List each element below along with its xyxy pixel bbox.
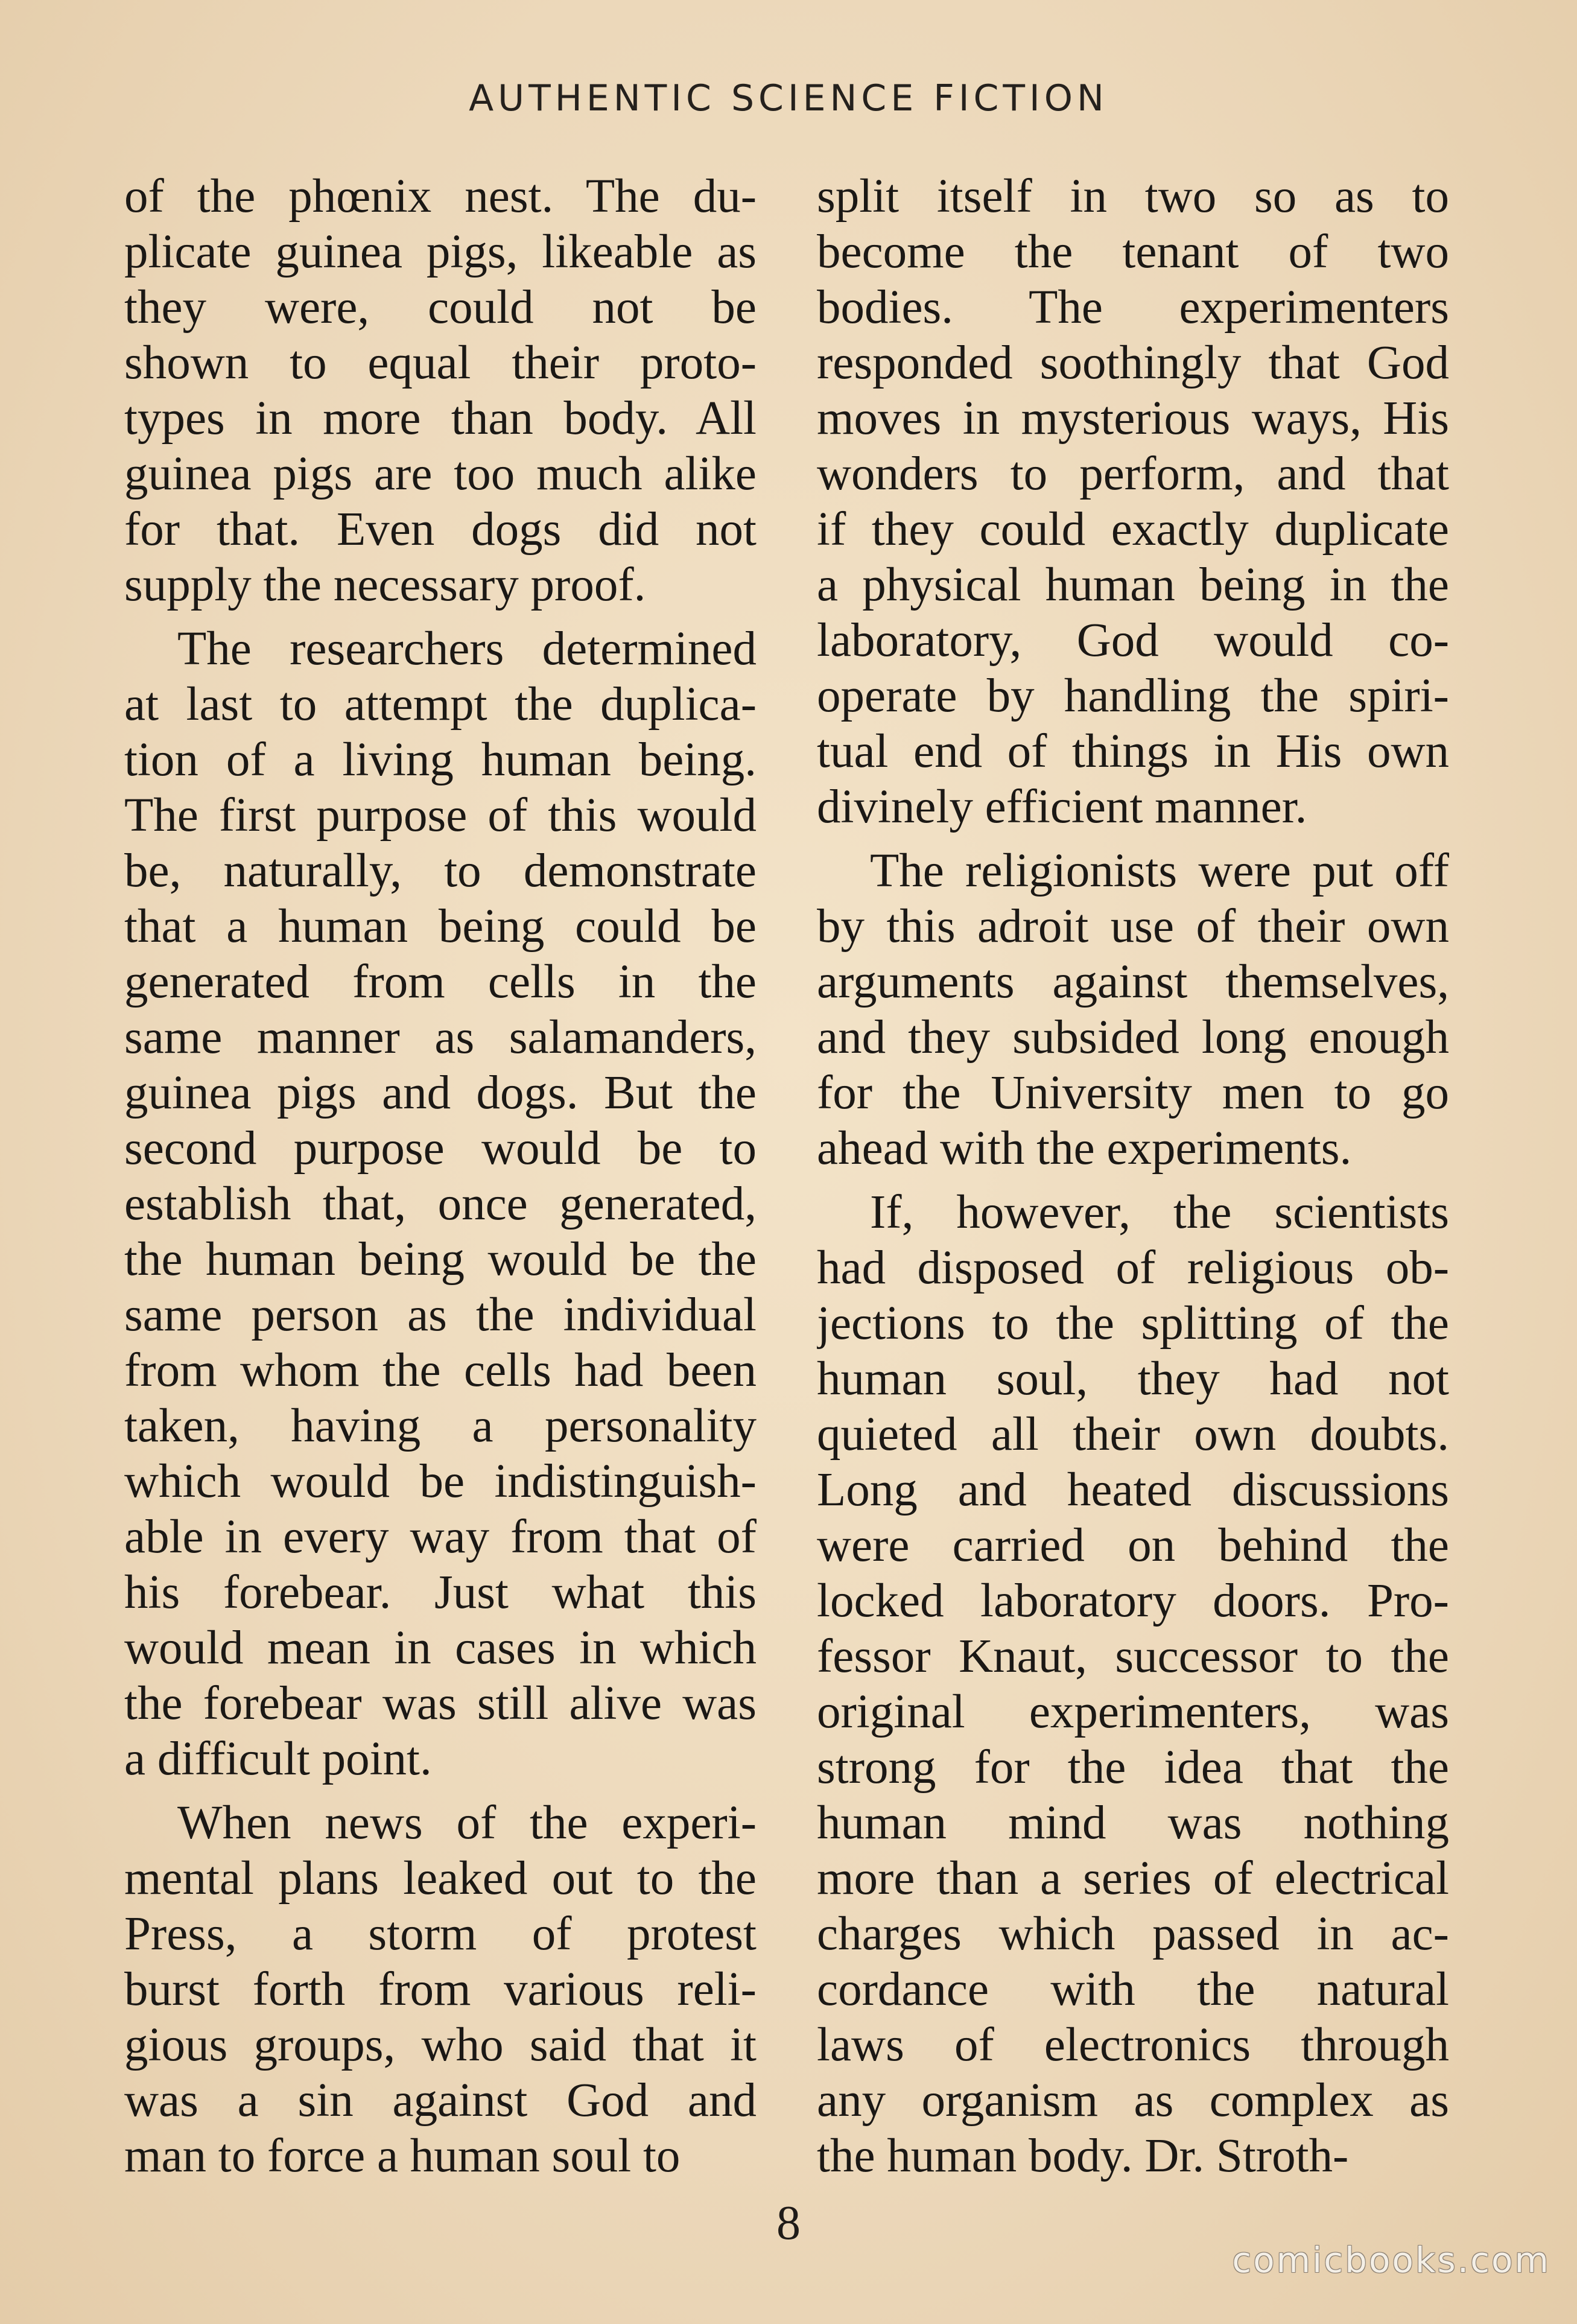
text-line: become the tenant of two (817, 226, 1449, 278)
text-line: split itself in two so as to (817, 170, 1449, 223)
paragraph (817, 1185, 1449, 2184)
text-line: more than a series of electrical (817, 1852, 1449, 1905)
paragraph (817, 169, 1449, 835)
text-line: were carried on behind the (817, 1519, 1449, 1572)
text-line: generated from cells in the (124, 956, 757, 1008)
text-line: quieted all their own doubts. (817, 1408, 1449, 1461)
page-number: 8 (776, 2197, 801, 2250)
text-line: The religionists were put off (870, 845, 1449, 897)
text-line: gious groups, who said that it (124, 2019, 757, 2071)
text-line: able in every way from that of (124, 1511, 757, 1563)
text-line: mental plans leaked out to the (124, 1852, 757, 1905)
text-line: divinely efficient manner. (817, 781, 1307, 833)
text-line: had disposed of religious ob- (817, 1242, 1449, 1294)
text-line: responded soothingly that God (817, 337, 1449, 389)
paragraph (124, 1795, 757, 2184)
text-line: locked laboratory doors. Pro- (817, 1575, 1449, 1627)
text-line: jections to the splitting of the (817, 1297, 1449, 1350)
text-line: from whom the cells had been (124, 1344, 757, 1397)
text-line: same manner as salamanders, (124, 1011, 757, 1064)
text-line: the human being would be the (124, 1233, 757, 1286)
text-line: tual end of things in His own (817, 725, 1449, 778)
text-line: burst forth from various reli- (124, 1963, 757, 2016)
text-line: for the University men to go (817, 1067, 1449, 1119)
text-line: If, however, the scientists (870, 1186, 1449, 1239)
text-line: same person as the individual (124, 1289, 757, 1341)
text-line: a physical human being in the (817, 559, 1449, 611)
text-line: laws of electronics through (817, 2019, 1449, 2071)
text-line: guinea pigs are too much alike (124, 448, 757, 500)
text-line: strong for the idea that the (817, 1741, 1449, 1794)
text-line: which would be indistinguish- (124, 1455, 757, 1508)
text-line: and they subsided long enough (817, 1011, 1449, 1064)
text-line: charges which passed in ac- (817, 1908, 1449, 1960)
text-line: be, naturally, to demonstrate (124, 845, 757, 897)
paragraph (817, 843, 1449, 1176)
text-line: if they could exactly duplicate (817, 503, 1449, 556)
text-line: The researchers determined (177, 623, 757, 675)
text-line: moves in mysterious ways, His (817, 392, 1449, 445)
left-column (124, 169, 757, 2192)
text-line: they were, could not be (124, 281, 757, 334)
text-line: When news of the experi- (177, 1797, 757, 1849)
text-line: establish that, once generated, (124, 1178, 757, 1230)
text-line: laboratory, God would co- (817, 614, 1449, 667)
running-header: AUTHENTIC SCIENCE FICTION (469, 77, 1108, 119)
text-line: cordance with the natural (817, 1963, 1449, 2016)
text-line: fessor Knaut, successor to the (817, 1630, 1449, 1683)
text-line: Long and heated discussions (817, 1464, 1449, 1516)
text-line: bodies. The experimenters (817, 281, 1449, 334)
text-line: supply the necessary proof. (124, 559, 646, 611)
paragraph (124, 621, 757, 1787)
text-line: man to force a human soul to (124, 2130, 681, 2182)
text-line: was a sin against God and (124, 2074, 757, 2127)
text-line: types in more than body. All (124, 392, 757, 445)
text-line: by this adroit use of their own (817, 900, 1449, 953)
text-line: at last to attempt the duplica- (124, 678, 757, 731)
text-line: The first purpose of this would (124, 789, 757, 842)
text-line: taken, having a personality (124, 1400, 757, 1452)
watermark: comicbooks.com (1232, 2240, 1550, 2281)
text-line: arguments against themselves, (817, 956, 1449, 1008)
text-line: plicate guinea pigs, likeable as (124, 226, 757, 278)
text-line: that a human being could be (124, 900, 757, 953)
text-line: human mind was nothing (817, 1797, 1449, 1849)
text-line: second purpose would be to (124, 1122, 757, 1175)
text-line: of the phœnix nest. The du- (124, 170, 757, 223)
text-line: ahead with the experiments. (817, 1122, 1352, 1175)
text-line: human soul, they had not (817, 1353, 1449, 1405)
text-line: a difficult point. (124, 1733, 432, 1785)
text-line: the human body. Dr. Stroth- (817, 2130, 1349, 2182)
text-line: guinea pigs and dogs. But the (124, 1067, 757, 1119)
text-line: wonders to perform, and that (817, 448, 1449, 500)
text-line: the forebear was still alive was (124, 1677, 757, 1730)
paragraph (124, 169, 757, 613)
text-line: original experimenters, was (817, 1686, 1449, 1738)
text-line: shown to equal their proto- (124, 337, 757, 389)
right-column (817, 169, 1449, 2192)
text-line: tion of a living human being. (124, 734, 757, 786)
text-line: operate by handling the spiri- (817, 670, 1449, 722)
text-line: for that. Even dogs did not (124, 503, 757, 556)
text-line: would mean in cases in which (124, 1622, 757, 1674)
text-line: Press, a storm of protest (124, 1908, 757, 1960)
text-line: his forebear. Just what this (124, 1566, 757, 1619)
text-line: any organism as complex as (817, 2074, 1449, 2127)
